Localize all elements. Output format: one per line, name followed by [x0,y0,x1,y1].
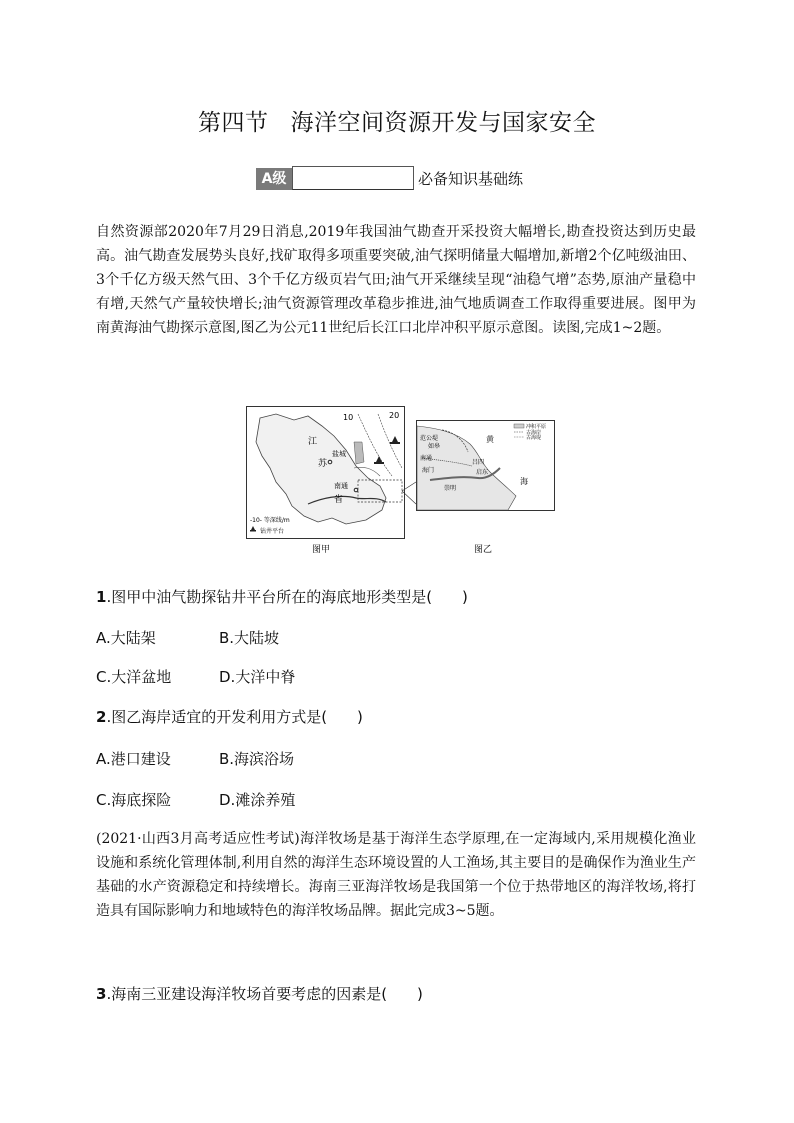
legend-contour: -10- 等深线/m [250,517,290,524]
question-1-number: 1 [96,588,107,606]
figure-left-caption: 图甲 [312,545,331,555]
q1-option-b: B.大陆坡 [219,629,280,647]
q2-option-c: C.海底探险 [96,791,172,809]
level-label: 必备知识基础练 [418,170,524,188]
section-name: 海洋空间资源开发与国家安全 [290,110,596,136]
label-chongming: 崇明 [444,485,457,492]
question-2-text: .图乙海岸适宜的开发利用方式是( ) [106,708,363,726]
question-1 [96,586,468,607]
contour-label-20: 20 [389,411,400,420]
label-hai: 海 [520,477,528,486]
label-haimen: 海门 [422,467,435,474]
section-number: 第四节 [198,110,269,136]
level-blank-box [292,166,414,190]
label-qidong: 启东 [476,469,489,476]
label-nantong-2: 南通 [420,455,433,462]
figure-right-map [417,421,555,511]
question-3-number: 3 [96,985,107,1003]
label-nantong: 南通 [334,482,348,490]
label-yancheng: 盐城 [332,450,346,458]
figure-group [246,406,556,560]
q2-option-d: D.滩涂养殖 [219,791,296,809]
label-sheng: 省 [334,495,344,505]
question-2-number: 2 [96,708,107,726]
label-lvsi: 吕四 [472,459,485,466]
legend-alluvial: 冲积平原 [526,424,547,430]
question-2 [96,706,363,727]
q2-option-a: A.港口建设 [96,750,171,768]
figure-right-caption: 图乙 [474,545,493,555]
contour-label-10: 10 [343,413,354,422]
label-su: 苏 [318,459,328,469]
figure-svg [246,406,556,556]
figure-left-map [247,407,405,539]
intro-paragraph-2: (2021·山西3月高考适应性考试)海洋牧场是基于海洋生态学原理,在一定海域内,采用规模化渔业设施和系统化管理体制,利用自然的海洋生态环境设置的人工渔场,其主要目的是确保作为渔业生产基础的水产资源稳定和持续增长。海南三亚海洋牧场是我国第一个位于热带地区的海洋牧场,将打造具有国际影响力和地域特色的海洋牧场品牌。据此完成3~5题。 [96,831,696,919]
level-badge: A级 [256,168,292,190]
label-rugao: 如皋 [428,443,441,450]
legend-old-coast: 古海岸 [526,430,542,436]
label-fangongdi: 范公堤 [420,435,439,442]
level-header [256,166,523,190]
question-3-text: .海南三亚建设海洋牧场首要考虑的因素是( ) [106,985,423,1003]
label-huang: 黄 [486,435,494,444]
q1-option-c: C.大洋盆地 [96,668,172,686]
question-1-text: .图甲中油气勘探钻井平台所在的海底地形类型是( ) [106,588,468,606]
legend-platform: 钻井平台 [260,528,285,535]
intro-paragraph-1: 自然资源部2020年7月29日消息,2019年我国油气勘查开采投资大幅增长,勘查投资达到历史最高。油气勘查发展势头良好,找矿取得多项重要突破,油气探明储量大幅增加,新增2个亿吨级油田、3个千亿方级天然气田、3个千亿方级页岩气田;油气开采继续呈现“油稳气增”态势,原油产量稳中有增,天然气产量较快增长;油气资源管理改革稳步推进,油气地质调查工作取得重要进展。图甲为南黄海油气勘探示意图,图乙为公元11世纪后长江口北岸冲积平原示意图。读图,完成1~2题。 [96,224,696,336]
page-title [0,104,794,137]
question-3 [96,983,423,1004]
label-jiang: 江 [308,437,318,447]
q2-option-b: B.海滨浴场 [219,750,295,768]
q1-option-a: A.大陆架 [96,629,156,647]
q1-option-d: D.大洋中脊 [219,668,296,686]
legend-old-dike: 古海堤 [526,435,542,441]
